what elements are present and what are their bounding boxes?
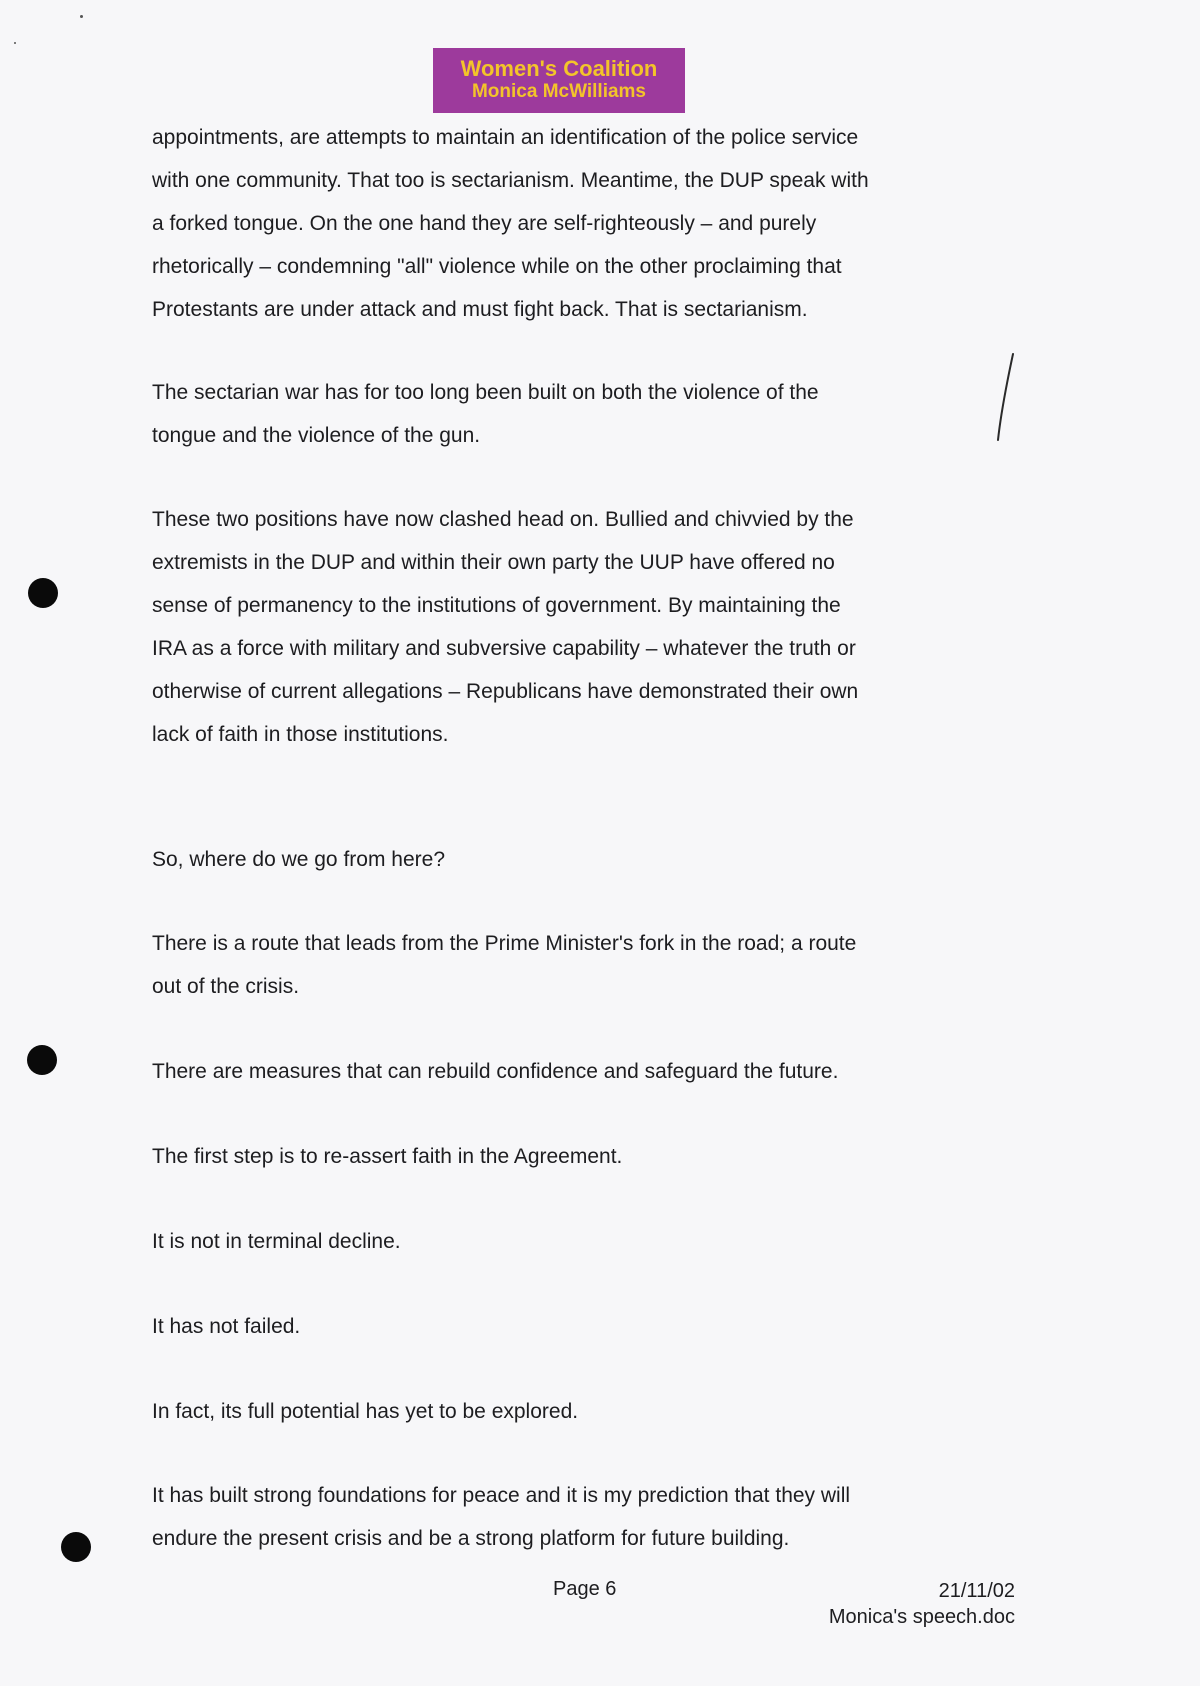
pen-stroke-mark: [993, 352, 1017, 444]
paragraph-where-do-we-go: So, where do we go from here?: [152, 848, 445, 871]
scan-speck: [80, 15, 83, 18]
paragraph-two-positions: These two positions have now clashed head on. Bullied and chivvied by the extremists in the DUP and within their own party the UUP have offered no sense of permanency to the institutions of government. By maintaining the IRA as a force with military and subversive capability – whatever the truth or otherwise of current allegations – Republicans have demonstrated their own lack of faith in those institutions.: [152, 508, 859, 746]
paragraph-not-in-decline: It is not in terminal decline.: [152, 1230, 401, 1253]
letterhead-organization: Women's Coalition: [460, 56, 658, 81]
footer-date: 21/11/02: [938, 1580, 1015, 1602]
page-number: Page 6: [553, 1578, 617, 1600]
paragraph-foundations: It has built strong foundations for peace and it is my prediction that they will endure the present crisis and be a strong platform for future building.: [152, 1484, 851, 1550]
paragraph-sectarian-war: The sectarian war has for too long been built on both the violence of the tongue and the violence of the gun.: [152, 381, 819, 447]
paragraph-potential: In fact, its full potential has yet to be explored.: [152, 1400, 579, 1423]
letterhead-person: Monica McWilliams: [471, 81, 647, 102]
punch-hole: [28, 578, 58, 608]
paragraph-route: There is a route that leads from the Prime Minister's fork in the road; a route out of the crisis.: [152, 932, 857, 998]
paragraph-measures: There are measures that can rebuild confidence and safeguard the future.: [152, 1060, 839, 1083]
paragraph-sectarianism: appointments, are attempts to maintain an identification of the police service with one community. That too is sectarianism. Meantime, the DUP speak with a forked tongue. On the one hand they are self-righteously – and purely rhetorically – condemning "all" violence while on the other proclaiming that Protestants are under attack and must fight back. That is sectarianism.: [152, 126, 869, 321]
punch-hole: [61, 1532, 91, 1562]
paragraph-not-failed: It has not failed.: [152, 1315, 301, 1338]
footer-meta: [829, 1578, 1015, 1630]
paragraph-first-step: The first step is to re-assert faith in the Agreement.: [152, 1145, 623, 1168]
letterhead-box: [433, 48, 685, 113]
punch-hole: [27, 1045, 57, 1075]
scan-speck: [14, 42, 16, 44]
footer-filename: Monica's speech.doc: [828, 1606, 1015, 1628]
